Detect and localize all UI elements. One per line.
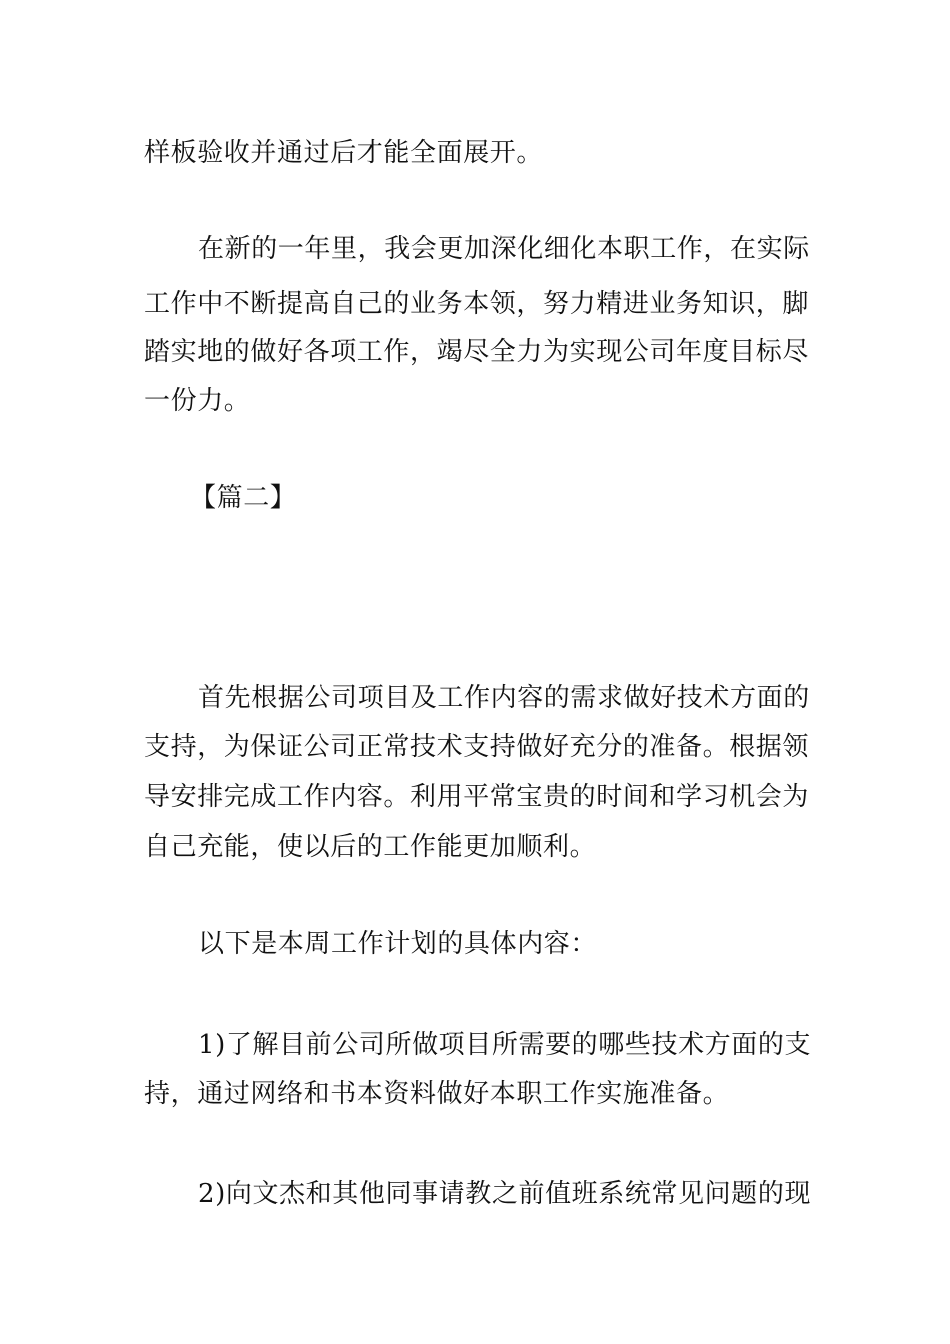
paragraph-line: 工作中不断提高自己的业务本领，努力精进业务知识，脚: [144, 289, 810, 319]
paragraph-line: 样板验收并通过后才能全面展开。: [144, 138, 544, 168]
paragraph-line: 以下是本周工作计划的具体内容：: [198, 929, 598, 959]
paragraph-line: 在新的一年里，我会更加深化细化本职工作，在实际: [198, 234, 810, 264]
paragraph-line: 自己充能，使以后的工作能更加顺利。: [144, 832, 597, 862]
paragraph-line: 一份力。: [144, 386, 251, 416]
paragraph-line: 踏实地的做好各项工作，竭尽全力为实现公司年度目标尽: [144, 337, 810, 367]
list-item-line: 1)了解目前公司所做项目所需要的哪些技术方面的支: [198, 1030, 812, 1060]
list-item-line: 持，通过网络和书本资料做好本职工作实施准备。: [144, 1079, 730, 1109]
section-heading: 【篇二】: [190, 483, 297, 513]
paragraph-line: 支持，为保证公司正常技术支持做好充分的准备。根据领: [144, 732, 810, 762]
paragraph-line: 首先根据公司项目及工作内容的需求做好技术方面的: [198, 683, 810, 713]
paragraph-line: 导安排完成工作内容。利用平常宝贵的时间和学习机会为: [144, 782, 810, 812]
list-item-line: 2)向文杰和其他同事请教之前值班系统常见问题的现: [198, 1179, 812, 1209]
